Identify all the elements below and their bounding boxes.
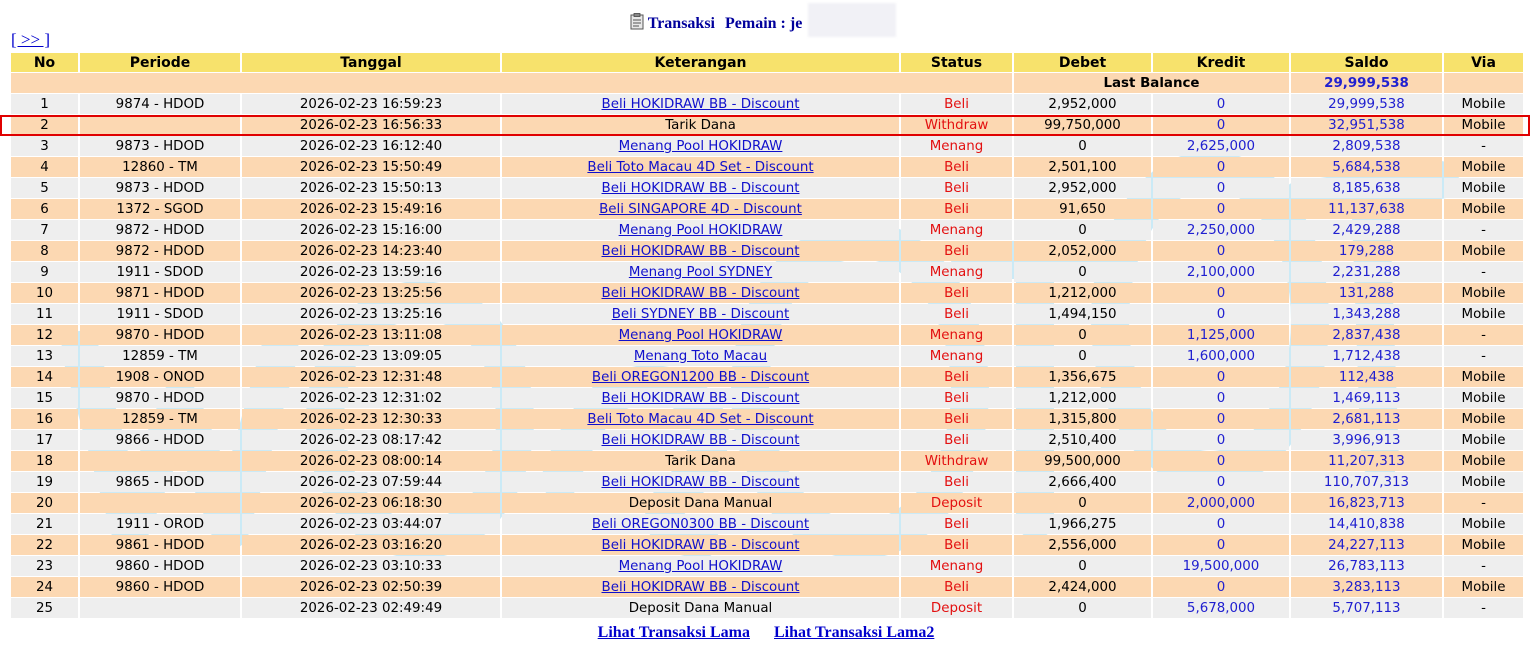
cell-status: Menang: [901, 556, 1012, 576]
description-link[interactable]: Menang Pool HOKIDRAW: [618, 222, 783, 238]
table-row: [11, 283, 1523, 303]
cell-status: Beli: [901, 514, 1012, 534]
cell-saldo: 24,227,113: [1291, 535, 1442, 555]
cell-no: 14: [11, 367, 78, 387]
description-link[interactable]: Beli SYDNEY BB - Discount: [611, 306, 790, 322]
cell-kredit: 0: [1153, 388, 1289, 408]
cell-kredit: 0: [1153, 178, 1289, 198]
description-link[interactable]: Beli OREGON0300 BB - Discount: [591, 516, 810, 532]
cell-keterangan: Tarik Dana: [502, 115, 899, 135]
cell-saldo: 2,809,538: [1291, 136, 1442, 156]
table-row: [11, 346, 1523, 366]
table-row: [11, 178, 1523, 198]
cell-via: Mobile: [1444, 199, 1523, 219]
cell-keterangan: [502, 367, 899, 387]
last-balance-label: Last Balance: [1014, 73, 1289, 93]
cell-tanggal: 2026-02-23 15:16:00: [242, 220, 500, 240]
cell-no: 22: [11, 535, 78, 555]
cell-periode: [80, 598, 240, 618]
description-link[interactable]: Beli HOKIDRAW BB - Discount: [601, 537, 800, 553]
cell-keterangan: [502, 388, 899, 408]
cell-periode: 1911 - OROD: [80, 514, 240, 534]
player-label: Pemain : je: [724, 15, 803, 32]
cell-kredit: 0: [1153, 451, 1289, 471]
cell-keterangan: [502, 325, 899, 345]
col-header-periode: Periode: [80, 53, 240, 72]
table-row: [11, 430, 1523, 450]
cell-kredit: 0: [1153, 241, 1289, 261]
cell-periode: 9870 - HDOD: [80, 325, 240, 345]
description-link[interactable]: Beli SINGAPORE 4D - Discount: [599, 201, 802, 217]
cell-keterangan: [502, 178, 899, 198]
table-row: [11, 367, 1523, 387]
transaction-table: [9, 52, 1525, 619]
cell-no: 20: [11, 493, 78, 513]
cell-debet: 1,356,675: [1014, 367, 1151, 387]
description-link[interactable]: Beli HOKIDRAW BB - Discount: [601, 432, 800, 448]
description-link[interactable]: Beli HOKIDRAW BB - Discount: [601, 579, 800, 595]
cell-via: -: [1444, 136, 1523, 156]
description-link[interactable]: Menang Pool HOKIDRAW: [618, 558, 783, 574]
cell-keterangan: [502, 430, 899, 450]
cell-kredit: 0: [1153, 115, 1289, 135]
cell-via: Mobile: [1444, 388, 1523, 408]
cell-no: 7: [11, 220, 78, 240]
cell-periode: 12859 - TM: [80, 409, 240, 429]
cell-kredit: 0: [1153, 535, 1289, 555]
cell-keterangan: [502, 94, 899, 114]
cell-tanggal: 2026-02-23 07:59:44: [242, 472, 500, 492]
cell-debet: 0: [1014, 262, 1151, 282]
cell-no: 17: [11, 430, 78, 450]
cell-tanggal: 2026-02-23 12:31:48: [242, 367, 500, 387]
cell-periode: 9860 - HDOD: [80, 556, 240, 576]
cell-periode: 1372 - SGOD: [80, 199, 240, 219]
cell-kredit: 0: [1153, 409, 1289, 429]
redacted-name: [808, 3, 896, 37]
table-row: [11, 157, 1523, 177]
description-link[interactable]: Beli Toto Macau 4D Set - Discount: [587, 159, 814, 175]
cell-tanggal: 2026-02-23 08:00:14: [242, 451, 500, 471]
clipboard-icon: [630, 13, 644, 30]
cell-debet: 0: [1014, 136, 1151, 156]
cell-kredit: 5,678,000: [1153, 598, 1289, 618]
cell-kredit: 0: [1153, 472, 1289, 492]
cell-kredit: 0: [1153, 157, 1289, 177]
cell-no: 8: [11, 241, 78, 261]
col-header-saldo: Saldo: [1291, 53, 1442, 72]
table-row: [11, 577, 1523, 597]
cell-kredit: 2,625,000: [1153, 136, 1289, 156]
table-row: [11, 199, 1523, 219]
cell-status: Menang: [901, 325, 1012, 345]
cell-saldo: 112,438: [1291, 367, 1442, 387]
cell-kredit: 0: [1153, 367, 1289, 387]
cell-no: 18: [11, 451, 78, 471]
cell-tanggal: 2026-02-23 15:50:49: [242, 157, 500, 177]
cell-keterangan: [502, 136, 899, 156]
cell-keterangan: Tarik Dana: [502, 451, 899, 471]
cell-tanggal: 2026-02-23 12:30:33: [242, 409, 500, 429]
cell-via: Mobile: [1444, 430, 1523, 450]
cell-status: Menang: [901, 262, 1012, 282]
cell-saldo: 11,207,313: [1291, 451, 1442, 471]
cell-periode: 9874 - HDOD: [80, 94, 240, 114]
cell-status: Beli: [901, 535, 1012, 555]
cell-debet: 0: [1014, 493, 1151, 513]
cell-saldo: 2,231,288: [1291, 262, 1442, 282]
cell-saldo: 29,999,538: [1291, 94, 1442, 114]
table-row: [11, 388, 1523, 408]
cell-status: Menang: [901, 136, 1012, 156]
cell-keterangan: [502, 283, 899, 303]
cell-no: 21: [11, 514, 78, 534]
cell-saldo: 16,823,713: [1291, 493, 1442, 513]
cell-saldo: 1,712,438: [1291, 346, 1442, 366]
cell-keterangan: [502, 241, 899, 261]
description-link[interactable]: Beli HOKIDRAW BB - Discount: [601, 180, 800, 196]
cell-status: Beli: [901, 199, 1012, 219]
cell-keterangan: [502, 304, 899, 324]
cell-saldo: 11,137,638: [1291, 199, 1442, 219]
table-row: [11, 514, 1523, 534]
col-header-status: Status: [901, 53, 1012, 72]
cell-via: -: [1444, 325, 1523, 345]
cell-saldo: 3,996,913: [1291, 430, 1442, 450]
cell-tanggal: 2026-02-23 15:50:13: [242, 178, 500, 198]
cell-debet: 2,510,400: [1014, 430, 1151, 450]
description-link[interactable]: Beli HOKIDRAW BB - Discount: [601, 285, 800, 301]
table-row: [11, 304, 1523, 324]
cell-via: Mobile: [1444, 577, 1523, 597]
cell-debet: 1,966,275: [1014, 514, 1151, 534]
cell-tanggal: 2026-02-23 02:50:39: [242, 577, 500, 597]
cell-debet: 1,212,000: [1014, 283, 1151, 303]
table-row: [11, 136, 1523, 156]
page-title: Transaksi: [647, 15, 715, 32]
cell-via: Mobile: [1444, 283, 1523, 303]
cell-kredit: 2,250,000: [1153, 220, 1289, 240]
col-header-debet: Debet: [1014, 53, 1151, 72]
cell-status: Beli: [901, 178, 1012, 198]
cell-kredit: 0: [1153, 514, 1289, 534]
cell-status: Beli: [901, 94, 1012, 114]
cell-status: Beli: [901, 157, 1012, 177]
cell-via: -: [1444, 262, 1523, 282]
cell-saldo: 2,681,113: [1291, 409, 1442, 429]
cell-periode: 9870 - HDOD: [80, 388, 240, 408]
cell-periode: [80, 115, 240, 135]
cell-kredit: 1,125,000: [1153, 325, 1289, 345]
cell-debet: 0: [1014, 556, 1151, 576]
cell-tanggal: 2026-02-23 03:10:33: [242, 556, 500, 576]
cell-tanggal: 2026-02-23 13:59:16: [242, 262, 500, 282]
cell-no: 3: [11, 136, 78, 156]
cell-kredit: 0: [1153, 430, 1289, 450]
cell-saldo: 131,288: [1291, 283, 1442, 303]
table-row: [11, 556, 1523, 576]
cell-status: Deposit: [901, 493, 1012, 513]
cell-via: Mobile: [1444, 472, 1523, 492]
cell-via: Mobile: [1444, 178, 1523, 198]
cell-debet: 2,952,000: [1014, 178, 1151, 198]
cell-via: Mobile: [1444, 94, 1523, 114]
table-row: [11, 325, 1523, 345]
cell-tanggal: 2026-02-23 03:44:07: [242, 514, 500, 534]
description-link[interactable]: Menang Pool SYDNEY: [628, 264, 773, 280]
col-header-tanggal: Tanggal: [242, 53, 500, 72]
cell-keterangan: [502, 577, 899, 597]
cell-via: Mobile: [1444, 115, 1523, 135]
cell-periode: [80, 493, 240, 513]
cell-via: Mobile: [1444, 514, 1523, 534]
cell-status: Beli: [901, 430, 1012, 450]
cell-via: Mobile: [1444, 409, 1523, 429]
cell-status: Beli: [901, 367, 1012, 387]
next-page-link[interactable]: [ >> ]: [11, 30, 50, 49]
cell-status: Beli: [901, 283, 1012, 303]
table-row: [11, 451, 1523, 471]
cell-tanggal: 2026-02-23 03:16:20: [242, 535, 500, 555]
cell-via: Mobile: [1444, 367, 1523, 387]
table-row: [11, 472, 1523, 492]
cell-via: Mobile: [1444, 304, 1523, 324]
cell-saldo: 8,185,638: [1291, 178, 1442, 198]
cell-periode: 9871 - HDOD: [80, 283, 240, 303]
cell-debet: 2,501,100: [1014, 157, 1151, 177]
cell-saldo: 26,783,113: [1291, 556, 1442, 576]
cell-saldo: 1,343,288: [1291, 304, 1442, 324]
cell-periode: 12860 - TM: [80, 157, 240, 177]
cell-saldo: 2,837,438: [1291, 325, 1442, 345]
table-row: [11, 535, 1523, 555]
cell-no: 11: [11, 304, 78, 324]
cell-kredit: 19,500,000: [1153, 556, 1289, 576]
cell-kredit: 2,100,000: [1153, 262, 1289, 282]
cell-tanggal: 2026-02-23 13:25:56: [242, 283, 500, 303]
cell-tanggal: 2026-02-23 13:25:16: [242, 304, 500, 324]
cell-keterangan: [502, 514, 899, 534]
cell-no: 1: [11, 94, 78, 114]
footer-links: [0, 624, 1532, 642]
cell-periode: 9873 - HDOD: [80, 178, 240, 198]
cell-periode: 9866 - HDOD: [80, 430, 240, 450]
cell-debet: 0: [1014, 325, 1151, 345]
cell-debet: 99,750,000: [1014, 115, 1151, 135]
cell-status: Beli: [901, 409, 1012, 429]
cell-periode: 9873 - HDOD: [80, 136, 240, 156]
cell-kredit: 0: [1153, 283, 1289, 303]
cell-no: 2: [11, 115, 78, 135]
cell-status: Menang: [901, 220, 1012, 240]
cell-saldo: 5,707,113: [1291, 598, 1442, 618]
cell-no: 5: [11, 178, 78, 198]
cell-no: 13: [11, 346, 78, 366]
cell-no: 12: [11, 325, 78, 345]
cell-saldo: 1,469,113: [1291, 388, 1442, 408]
cell-tanggal: 2026-02-23 13:11:08: [242, 325, 500, 345]
cell-status: Beli: [901, 472, 1012, 492]
cell-no: 15: [11, 388, 78, 408]
cell-no: 19: [11, 472, 78, 492]
table-row: [11, 262, 1523, 282]
cell-via: Mobile: [1444, 535, 1523, 555]
cell-saldo: 32,951,538: [1291, 115, 1442, 135]
description-link[interactable]: Beli HOKIDRAW BB - Discount: [601, 96, 800, 112]
cell-debet: 1,315,800: [1014, 409, 1151, 429]
old-transactions-link[interactable]: Lihat Transaksi Lama: [597, 624, 750, 641]
cell-status: Beli: [901, 577, 1012, 597]
cell-saldo: 14,410,838: [1291, 514, 1442, 534]
cell-kredit: 0: [1153, 577, 1289, 597]
cell-periode: 1911 - SDOD: [80, 304, 240, 324]
cell-no: 16: [11, 409, 78, 429]
cell-status: Beli: [901, 304, 1012, 324]
cell-keterangan: [502, 220, 899, 240]
description-link[interactable]: Beli OREGON1200 BB - Discount: [591, 369, 810, 385]
description-link[interactable]: Menang Pool HOKIDRAW: [618, 327, 783, 343]
cell-status: Deposit: [901, 598, 1012, 618]
col-header-no: No: [11, 53, 78, 72]
cell-periode: 12859 - TM: [80, 346, 240, 366]
cell-keterangan: [502, 472, 899, 492]
cell-periode: 9861 - HDOD: [80, 535, 240, 555]
cell-saldo: 2,429,288: [1291, 220, 1442, 240]
cell-kredit: 0: [1153, 199, 1289, 219]
col-header-via: Via: [1444, 53, 1523, 72]
cell-debet: 0: [1014, 346, 1151, 366]
description-link[interactable]: Beli HOKIDRAW BB - Discount: [601, 243, 800, 259]
cell-no: 24: [11, 577, 78, 597]
description-link[interactable]: Beli HOKIDRAW BB - Discount: [601, 390, 800, 406]
cell-via: Mobile: [1444, 157, 1523, 177]
last-balance-via: [1444, 73, 1523, 93]
cell-status: Withdraw: [901, 115, 1012, 135]
cell-debet: 2,952,000: [1014, 94, 1151, 114]
cell-tanggal: 2026-02-23 02:49:49: [242, 598, 500, 618]
cell-tanggal: 2026-02-23 16:12:40: [242, 136, 500, 156]
cell-status: Beli: [901, 388, 1012, 408]
description-link[interactable]: Menang Toto Macau: [633, 348, 768, 364]
cell-no: 9: [11, 262, 78, 282]
page-header: [0, 0, 1532, 34]
cell-kredit: 1,600,000: [1153, 346, 1289, 366]
cell-saldo: 5,684,538: [1291, 157, 1442, 177]
cell-no: 4: [11, 157, 78, 177]
cell-no: 6: [11, 199, 78, 219]
last-balance-row: [11, 73, 1523, 93]
cell-keterangan: Deposit Dana Manual: [502, 493, 899, 513]
cell-keterangan: [502, 262, 899, 282]
table-row: [11, 94, 1523, 114]
cell-periode: 1911 - SDOD: [80, 262, 240, 282]
cell-tanggal: 2026-02-23 06:18:30: [242, 493, 500, 513]
cell-debet: 0: [1014, 598, 1151, 618]
cell-via: -: [1444, 556, 1523, 576]
cell-keterangan: [502, 346, 899, 366]
cell-no: 23: [11, 556, 78, 576]
cell-saldo: 3,283,113: [1291, 577, 1442, 597]
cell-via: -: [1444, 598, 1523, 618]
col-header-kredit: Kredit: [1153, 53, 1289, 72]
cell-keterangan: Deposit Dana Manual: [502, 598, 899, 618]
cell-via: Mobile: [1444, 241, 1523, 261]
cell-keterangan: [502, 535, 899, 555]
cell-via: -: [1444, 493, 1523, 513]
table-row: [11, 241, 1523, 261]
cell-debet: 91,650: [1014, 199, 1151, 219]
cell-tanggal: 2026-02-23 15:49:16: [242, 199, 500, 219]
last-balance-value: 29,999,538: [1291, 73, 1442, 93]
cell-keterangan: [502, 409, 899, 429]
table-row: [11, 493, 1523, 513]
cell-via: -: [1444, 220, 1523, 240]
cell-kredit: 0: [1153, 94, 1289, 114]
cell-tanggal: 2026-02-23 08:17:42: [242, 430, 500, 450]
table-row: [11, 115, 1523, 135]
cell-tanggal: 2026-02-23 14:23:40: [242, 241, 500, 261]
description-link[interactable]: Beli HOKIDRAW BB - Discount: [601, 474, 800, 490]
table-row: [11, 220, 1523, 240]
cell-debet: 1,494,150: [1014, 304, 1151, 324]
old-transactions-link-2[interactable]: Lihat Transaksi Lama2: [774, 624, 935, 641]
cell-status: Menang: [901, 346, 1012, 366]
cell-debet: 1,212,000: [1014, 388, 1151, 408]
cell-debet: 2,666,400: [1014, 472, 1151, 492]
description-link[interactable]: Beli Toto Macau 4D Set - Discount: [587, 411, 814, 427]
cell-via: Mobile: [1444, 451, 1523, 471]
cell-periode: 9860 - HDOD: [80, 577, 240, 597]
cell-kredit: 2,000,000: [1153, 493, 1289, 513]
cell-debet: 2,052,000: [1014, 241, 1151, 261]
cell-debet: 0: [1014, 220, 1151, 240]
cell-keterangan: [502, 199, 899, 219]
cell-kredit: 0: [1153, 304, 1289, 324]
cell-status: Withdraw: [901, 451, 1012, 471]
cell-tanggal: 2026-02-23 12:31:02: [242, 388, 500, 408]
cell-tanggal: 2026-02-23 16:59:23: [242, 94, 500, 114]
cell-saldo: 179,288: [1291, 241, 1442, 261]
cell-periode: 9865 - HDOD: [80, 472, 240, 492]
last-balance-spacer: [11, 73, 1012, 93]
description-link[interactable]: Menang Pool HOKIDRAW: [618, 138, 783, 154]
cell-periode: [80, 451, 240, 471]
table-row: [11, 598, 1523, 618]
cell-tanggal: 2026-02-23 16:56:33: [242, 115, 500, 135]
cell-periode: 9872 - HDOD: [80, 220, 240, 240]
cell-keterangan: [502, 157, 899, 177]
cell-periode: 9872 - HDOD: [80, 241, 240, 261]
cell-periode: 1908 - ONOD: [80, 367, 240, 387]
cell-keterangan: [502, 556, 899, 576]
header-row: [11, 53, 1523, 72]
col-header-keterangan: Keterangan: [502, 53, 899, 72]
cell-status: Beli: [901, 241, 1012, 261]
cell-saldo: 110,707,313: [1291, 472, 1442, 492]
cell-debet: 2,424,000: [1014, 577, 1151, 597]
cell-no: 25: [11, 598, 78, 618]
cell-debet: 2,556,000: [1014, 535, 1151, 555]
table-row: [11, 409, 1523, 429]
cell-via: -: [1444, 346, 1523, 366]
cell-no: 10: [11, 283, 78, 303]
cell-debet: 99,500,000: [1014, 451, 1151, 471]
cell-tanggal: 2026-02-23 13:09:05: [242, 346, 500, 366]
